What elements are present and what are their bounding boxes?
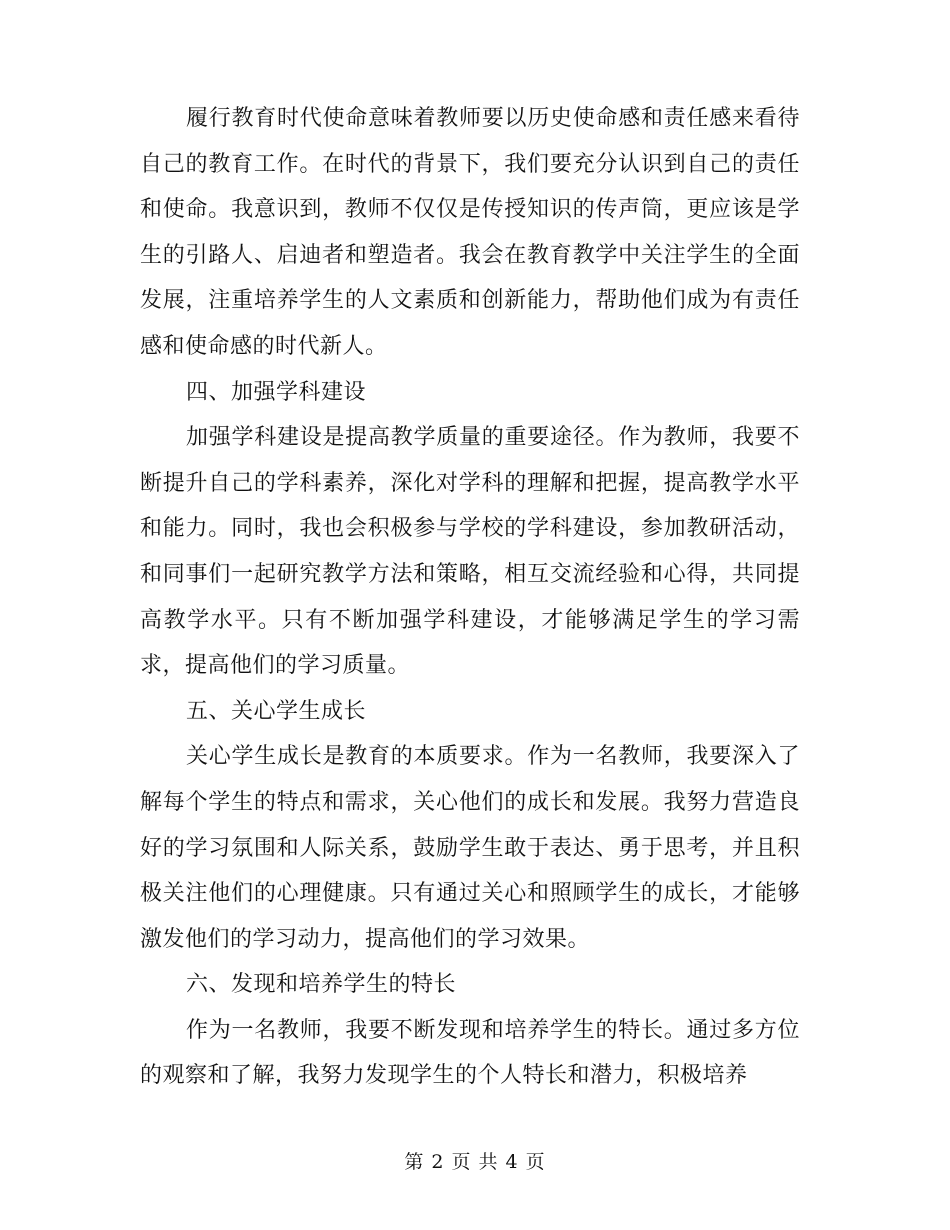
page-number-footer: 第 2 页 共 4 页	[404, 1151, 546, 1173]
paragraph-student-growth: 关心学生成长是教育的本质要求。作为一名教师，我要深入了解每个学生的特点和需求，关心他们的成长和发展。我努力营造良好的学习氛围和人际关系，鼓励学生敢于表达、勇于思考，并且积极关注他们的心理健康。只有通过关心和照顾学生的成长，才能够激发他们的学习动力，提高他们的学习效果。	[140, 744, 800, 952]
heading-student-talents: 六、发现和培养学生的特长	[186, 972, 457, 998]
paragraph-student-talents: 作为一名教师，我要不断发现和培养学生的特长。通过多方位的观察和了解，我努力发现学生的个人特长和潜力，积极培养	[140, 1017, 800, 1089]
paragraph-discipline-building: 加强学科建设是提高教学质量的重要途径。作为教师，我要不断提升自己的学科素养，深化对学科的理解和把握，提高教学水平和能力。同时，我也会积极参与学校的学科建设，参加教研活动，和同事们一起研究教学方法和策略，相互交流经验和心得，共同提高教学水平。只有不断加强学科建设，才能够满足学生的学习需求，提高他们的学习质量。	[140, 425, 800, 679]
paragraph-mission: 履行教育时代使命意味着教师要以历史使命感和责任感来看待自己的教育工作。在时代的背景下，我们要充分认识到自己的责任和使命。我意识到，教师不仅仅是传授知识的传声筒，更应该是学生的引路人、启迪者和塑造者。我会在教育教学中关注学生的全面发展，注重培养学生的人文素质和创新能力，帮助他们成为有责任感和使命感的时代新人。	[140, 106, 800, 359]
heading-student-growth: 五、关心学生成长	[186, 698, 367, 724]
heading-discipline-building: 四、加强学科建设	[186, 379, 367, 405]
document-body	[140, 96, 800, 1099]
